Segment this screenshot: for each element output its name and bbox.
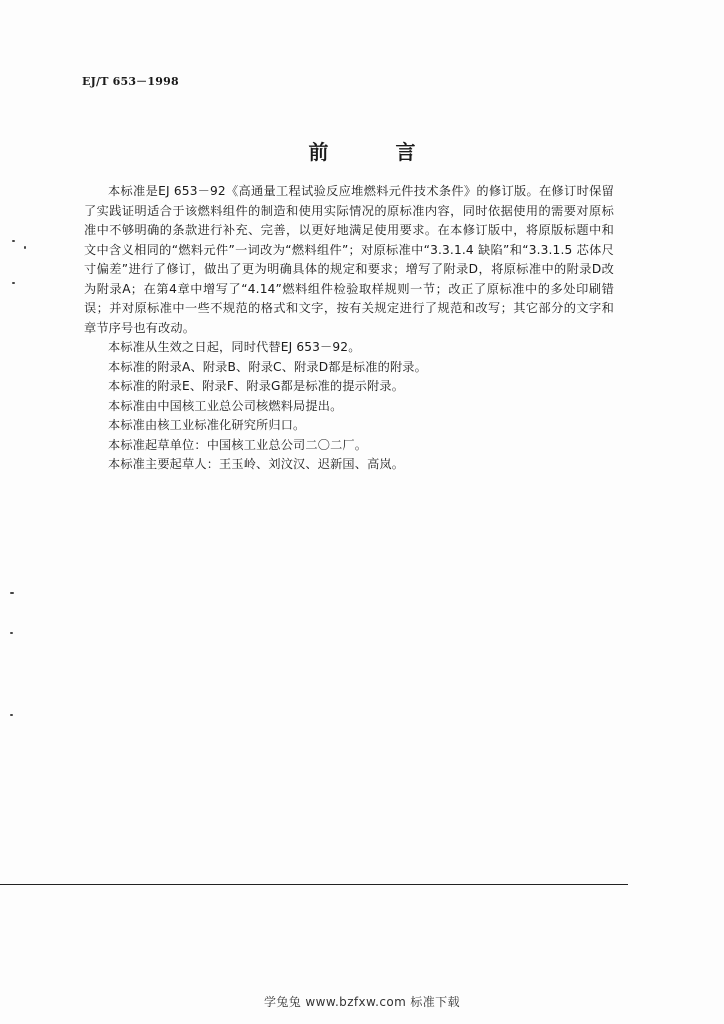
scan-speck bbox=[10, 632, 13, 634]
footer-watermark: 学兔兔 www.bzfxw.com 标准下载 bbox=[264, 995, 460, 1009]
page-title: 前 言 bbox=[308, 140, 446, 164]
footer-rule bbox=[0, 884, 628, 885]
foreword-body bbox=[84, 182, 614, 475]
standard-code: EJ/T 653－1998 bbox=[82, 75, 179, 88]
paragraph-drafters: 本标准主要起草人：王玉岭、刘汶汉、迟新国、高岚。 bbox=[108, 457, 405, 471]
paragraph-revision-notes: 本标准是EJ 653－92《高通量工程试验反应堆燃料元件技术条件》的修订版。在修订时保留了实践证明适合于该燃料组件的制造和使用实际情况的原标准内容，同时依据使用的需要对原标准中不够明确的条款进行补充、完善，以更好地满足使用要求。在本修订版中，将原版标题中和文中含义相同的“燃料元件”一词改为“燃料组件”；对原标准中“3.3.1.4 缺陷”和“3.3.1.5 芯体尺寸偏差”进行了修订，做出了更为明确具体的规定和要求；增写了附录D，将原标准中的附录D改为附录A；在第4章中增写了“4.14”燃料组件检验取样规则一节；改正了原标准中的多处印刷错误；并对原标准中一些不规范的格式和文字，按有关规定进行了规范和改写；其它部分的文字和章节序号也有改动。 bbox=[84, 184, 614, 335]
paragraph-normative-appendices: 本标准的附录A、附录B、附录C、附录D都是标准的附录。 bbox=[108, 359, 427, 374]
scan-speck bbox=[12, 282, 15, 284]
paragraph-drafting-unit: 本标准起草单位：中国核工业总公司二〇二厂。 bbox=[108, 437, 368, 452]
paragraph-informative-appendices: 本标准的附录E、附录F、附录G都是标准的提示附录。 bbox=[108, 379, 405, 393]
paragraph-administered-by: 本标准由核工业标准化研究所归口。 bbox=[108, 418, 306, 432]
scan-speck bbox=[10, 592, 14, 594]
scan-speck bbox=[10, 714, 13, 716]
paragraph-proposed-by: 本标准由中国核工业总公司核燃料局提出。 bbox=[108, 398, 343, 413]
paragraph-effective-date: 本标准从生效之日起，同时代替EJ 653－92。 bbox=[108, 340, 361, 354]
scan-speck bbox=[12, 240, 15, 242]
scan-speck bbox=[24, 246, 26, 249]
